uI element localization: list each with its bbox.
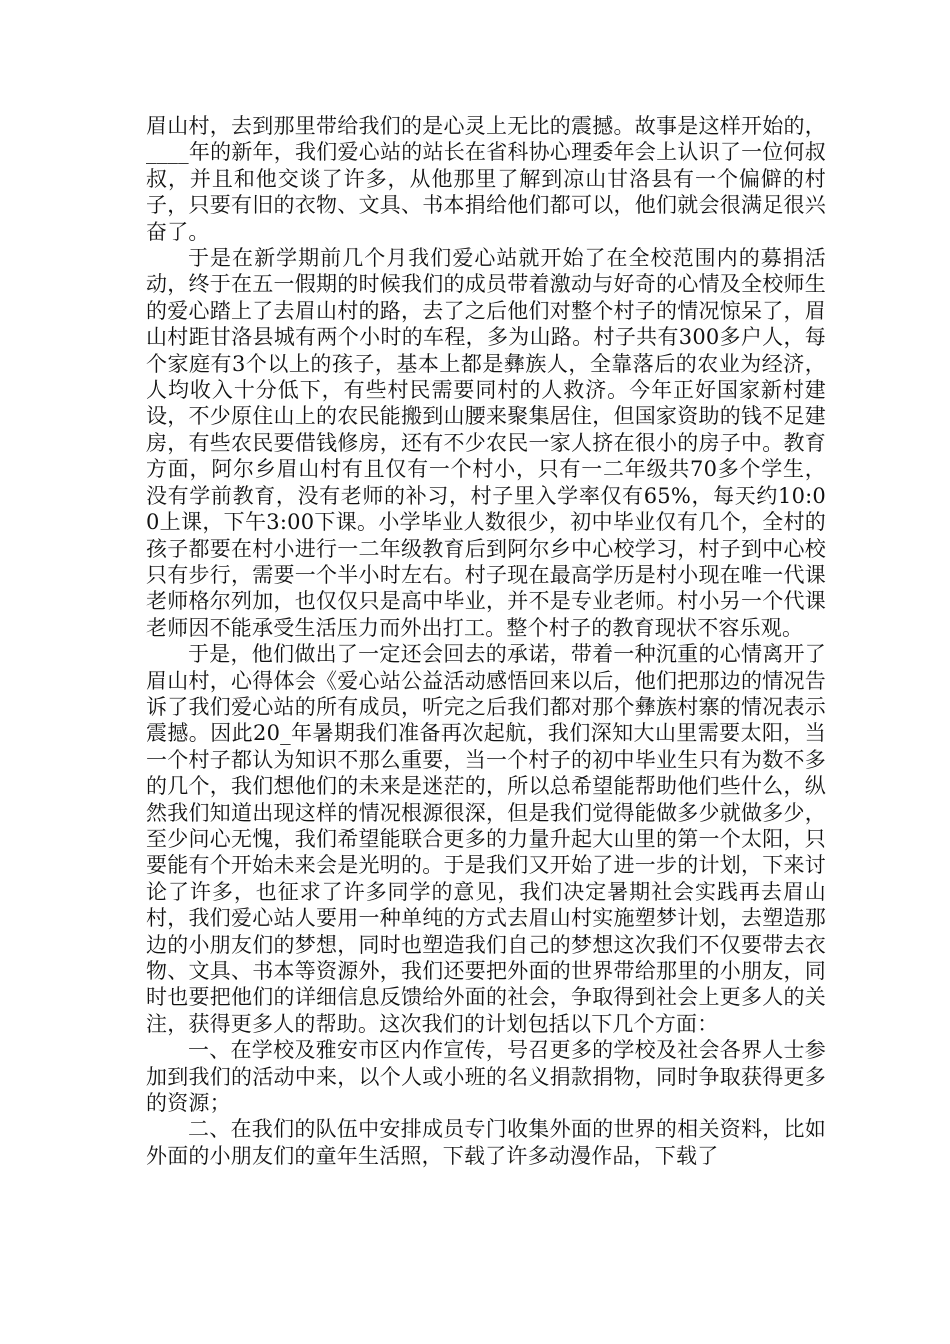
document-page	[146, 113, 826, 1169]
paragraph-3: 于是，他们做出了一定还会回去的承诺，带着一种沉重的心情离开了眉山村，心得体会《爱心站公益活动感悟回来以后，他们把那边的情况告诉了我们爱心站的所有成员，听完之后我们都对那个彝族村寨的情况表示震撼。因此20_年暑期我们准备再次起航，我们深知大山里需要太阳，当一个村子都认为知识不那么重要，当一个村子的初中毕业生只有为数不多的几个，我们想他们的未来是迷茫的，所以总希望能帮助他们些什么，纵然我们知道出现这样的情况根源很深，但是我们觉得能做多少就做多少，至少问心无愧，我们希望能联合更多的力量升起大山里的第一个太阳，只要能有个开始未来会是光明的。于是我们又开始了进一步的计划，下来讨论了许多，也征求了许多同学的意见，我们决定暑期社会实践再去眉山村，我们爱心站人要用一种单纯的方式去眉山村实施塑梦计划，去塑造那边的小朋友们的梦想，同时也塑造我们自己的梦想这次我们不仅要带去衣物、文具、书本等资源外，我们还要把外面的世界带给那里的小朋友，同时也要把他们的详细信息反馈给外面的社会，争取得到社会上更多人的关注，获得更多人的帮助。这次我们的计划包括以下几个方面：	[146, 642, 826, 1036]
paragraph-4: 一、在学校及雅安市区内作宣传，号召更多的学校及社会各界人士参加到我们的活动中来，以个人或小班的名义捐款捐物，同时争取获得更多的资源；	[146, 1038, 826, 1116]
paragraph-1: 眉山村，去到那里带给我们的是心灵上无比的震撼。故事是这样开始的，____年的新年，我们爱心站的站长在省科协心理委年会上认识了一位何叔叔，并且和他交谈了许多，从他那里了解到凉山甘洛县有一个偏僻的村子，只要有旧的衣物、文具、书本捐给他们都可以，他们就会很满足很兴奋了。	[146, 114, 826, 244]
paragraph-5: 二、在我们的队伍中安排成员专门收集外面的世界的相关资料，比如外面的小朋友们的童年生活照，下载了许多动漫作品，下载了	[146, 1117, 826, 1168]
paragraph-2: 于是在新学期前几个月我们爱心站就开始了在全校范围内的募捐活动，终于在五一假期的时候我们的成员带着激动与好奇的心情及全校师生的爱心踏上了去眉山村的路，去了之后他们对整个村子的情况惊呆了，眉山村距甘洛县城有两个小时的车程，多为山路。村子共有300多户人，每个家庭有3个以上的孩子，基本上都是彝族人，全靠落后的农业为经济，人均收入十分低下，有些村民需要同村的人救济。今年正好国家新村建设，不少原住山上的农民能搬到山腰来聚集居住，但国家资助的钱不足建房，有些农民要借钱修房，还有不少农民一家人挤在很小的房子中。教育方面，阿尔乡眉山村有且仅有一个村小，只有一二年级共70多个学生，没有学前教育，没有老师的补习，村子里入学率仅有65%，每天约10:00上课，下午3:00下课。小学毕业人数很少，初中毕业仅有几个，全村的孩子都要在村小进行一二年级教育后到阿尔乡中心校学习，村子到中心校只有步行，需要一个半小时左右。村子现在最高学历是村小现在唯一代课老师格尔列加，也仅仅只是高中毕业，并不是专业老师。村小另一个代课老师因不能承受生活压力而外出打工。整个村子的教育现状不容乐观。	[146, 246, 826, 640]
